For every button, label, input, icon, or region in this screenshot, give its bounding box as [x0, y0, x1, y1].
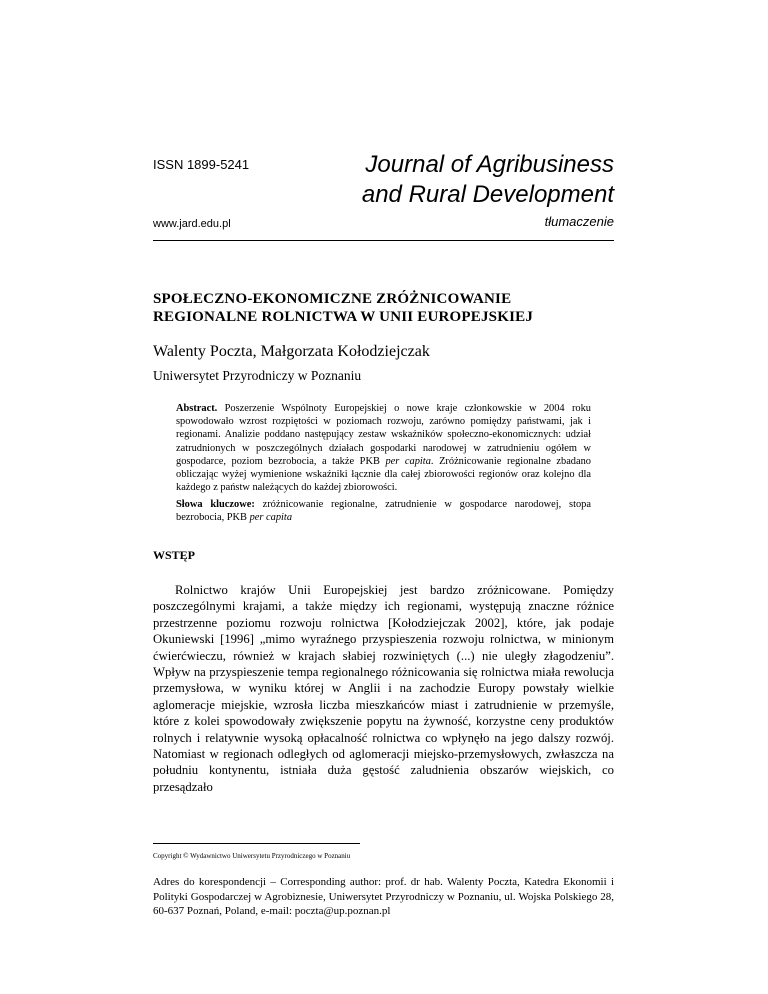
article-title	[153, 290, 614, 326]
copyright-notice: Copyright © Wydawnictwo Uniwersytetu Przyrodniczego w Poznaniu	[153, 852, 351, 860]
correspondence-note: Adres do korespondencji – Corresponding author: prof. dr hab. Walenty Poczta, Katedra Ekonomii i Polityki Gospodarczej w Agrobiznesie, Uniwersytet Przyrodniczy w Poznaniu, ul. Wojska Polskiego 28, 60-637 Poznań, Poland, e-mail: poczta@up.poznan.pl	[153, 876, 614, 917]
intro-paragraph: Rolnictwo krajów Unii Europejskiej jest bardzo zróżnicowane. Pomiędzy poszczególnymi krajami, a także między ich regionami, występują znaczne różnice przestrzenne poziomu rozwoju rolnictwa [Kołodziejczak 2002], które, jak podaje Okuniewski [1996] „mimo wyraźnego przyspieszenia rozwoju rolnictwa, w minionym ćwierćwieczu, również w krajach słabiej rozwiniętych (...) nie uległy złagodzeniu”. Wpływ na przyspieszenie tempa regionalnego różnicowania się rolnictwa miała rewolucja przemysłowa, w wyniku której w Anglii i na zachodzie Europy powstały wielkie aglomeracje miejskie, wzrosła liczba mieszkańców miast i zatrudnienie w przemyśle, które z kolei spowodowały zwiększenie popytu na żywność, korzystne ceny produktów rolnych i relatywnie wysoką opłacalność rolnictwa co wpłynęło na jego dalszy rozwój. Natomiast w regionach odległych od aglomeracji miejsko-przemysłowych, zwłaszcza na południu kontynentu, istniała duża gęstość zaludnienia obszarów wiejskich, co przesądzało	[153, 583, 614, 794]
keywords	[176, 498, 591, 524]
affiliation: Uniwersytet Przyrodniczy w Poznaniu	[153, 368, 362, 383]
issn: ISSN 1899-5241	[153, 157, 250, 172]
abstract-text-italic: per capita	[385, 455, 431, 467]
abstract	[176, 402, 591, 494]
translation-note: tłumaczenie	[544, 214, 614, 229]
keywords-text-italic: per capita	[249, 512, 293, 524]
journal-title-line1: Journal of Agribusiness	[365, 151, 614, 178]
abstract-label: Abstract.	[176, 403, 218, 414]
journal-title-line2: and Rural Development	[361, 181, 614, 208]
keywords-text: zróżnicowanie regionalne, zatrudnienie w gospodarce narodowej, stopa bezrobocia, PKB	[176, 499, 591, 524]
journal-website-link[interactable]: www.jard.edu.pl	[153, 218, 231, 230]
journal-title	[194, 150, 614, 210]
article-title-line1: SPOŁECZNO-EKONOMICZNE ZRÓŻNICOWANIE	[153, 291, 512, 307]
authors: Walenty Poczta, Małgorzata Kołodziejczak	[153, 343, 430, 360]
keywords-label: Słowa kluczowe:	[176, 499, 255, 510]
abstract-text-part1: Poszerzenie Wspólnoty Europejskiej o nowe kraje członkowskie w 2004 roku spowodowało wzrost rozpiętości w poziomach rozwoju, zarówno pomiędzy państwami, jak i regionami. Analizie poddano następujący zestaw wskaźników społeczno-ekonomicznych: udział zatrudnionych w poszczególnych działach gospodarki narodowej w zatrudnieniu ogółem w gospodarce, poziom bezrobocia, a także PKB	[176, 403, 591, 467]
footnote-divider	[153, 843, 360, 844]
section-heading: WSTĘP	[153, 548, 196, 562]
header-divider	[153, 240, 614, 241]
article-title-line2: REGIONALNE ROLNICTWA W UNII EUROPEJSKIEJ	[153, 309, 534, 325]
abstract-text-part2: . Zróżnicowanie regionalne zbadano obliczając wyżej wymienione wskaźniki łącznie dla całej zbiorowości regionów oraz kolejno dla każdego z państw należących do każdej zbiorowości.	[176, 455, 592, 494]
